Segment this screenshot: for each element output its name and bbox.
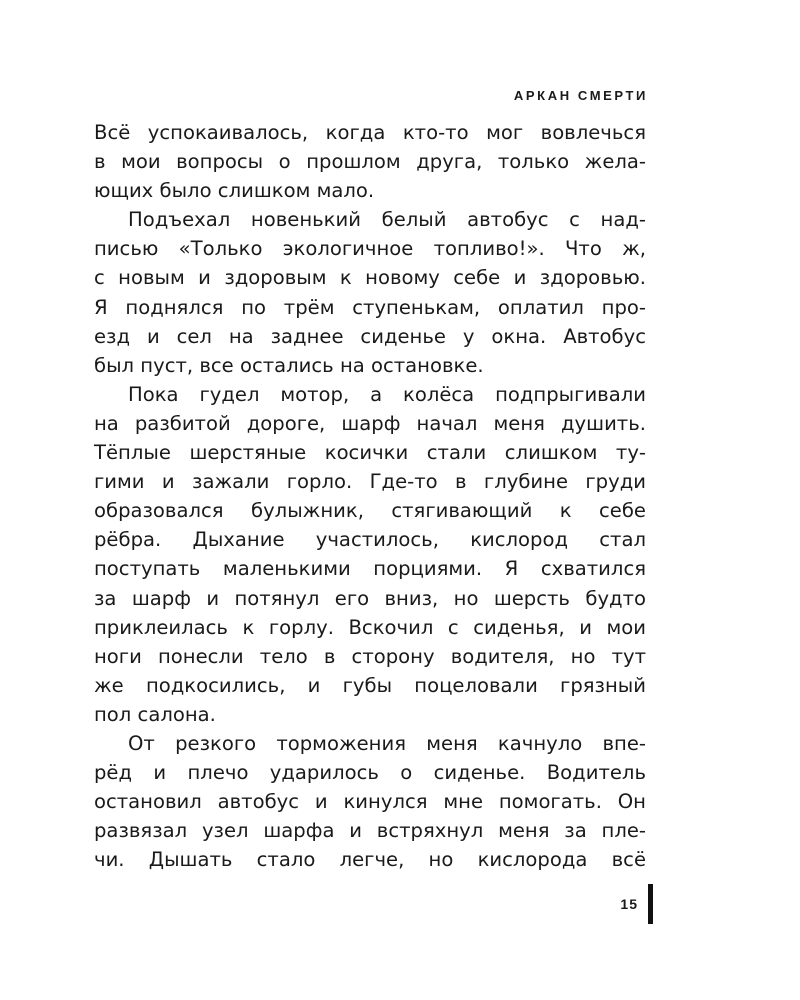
text-line: Тёплые шерстяные косички стали слишком ту- — [94, 441, 646, 465]
text-line: Я поднялся по трём ступенькам, оплатил про- — [94, 295, 646, 319]
page-folio — [620, 884, 653, 924]
text-line: чи. Дышать стало легче, но кислорода всё — [94, 848, 646, 872]
text-line: же подкосились, и губы поцеловали грязный — [94, 673, 646, 697]
text-line: поступать маленькими порциями. Я схватился — [94, 557, 646, 581]
text-line: на разбитой дороге, шарф начал меня душить. — [94, 411, 646, 435]
text-line: образовался булыжник, стягивающий к себе — [94, 499, 646, 523]
text-line: остановил автобус и кинулся мне помогать. Он — [94, 790, 646, 814]
text-line: пол салона. — [94, 702, 216, 726]
text-line: развязал узел шарфа и встряхнул меня за пле- — [94, 819, 646, 843]
text-line: с новым и здоровым к новому себе и здоровью. — [94, 266, 646, 290]
text-line: рёд и плечо ударилось о сиденье. Водитель — [94, 761, 646, 785]
text-line: приклеилась к горлу. Вскочил с сиденья, и мои — [94, 615, 646, 639]
body-text — [94, 118, 646, 874]
text-line: езд и сел на заднее сиденье у окна. Автобус — [94, 324, 646, 348]
paragraph-first-line: Подъехал новенький белый автобус с над- — [128, 208, 646, 232]
page-number: 15 — [620, 896, 638, 912]
text-line: в мои вопросы о прошлом друга, только жела- — [94, 150, 646, 174]
running-title: АРКАН СМЕРТИ — [513, 88, 648, 103]
text-line: ноги понесли тело в сторону водителя, но тут — [94, 644, 646, 668]
folio-bar — [648, 884, 653, 924]
text-line: Всё успокаивалось, когда кто-то мог вовлечься — [94, 121, 646, 144]
paragraph-first-line: От резкого торможения меня качнуло впе- — [128, 731, 646, 755]
text-line: гими и зажали горло. Где-то в глубине груди — [94, 470, 646, 494]
text-line: был пуст, все остались на остановке. — [94, 353, 484, 377]
text-line: ющих было слишком мало. — [94, 179, 375, 203]
paragraph-first-line: Пока гудел мотор, а колёса подпрыгивали — [128, 382, 646, 406]
text-line: писью «Только экологичное топливо!». Что ж, — [94, 237, 646, 261]
text-line: рёбра. Дыхание участилось, кислород стал — [94, 528, 646, 552]
text-line: за шарф и потянул его вниз, но шерсть будто — [94, 586, 646, 610]
